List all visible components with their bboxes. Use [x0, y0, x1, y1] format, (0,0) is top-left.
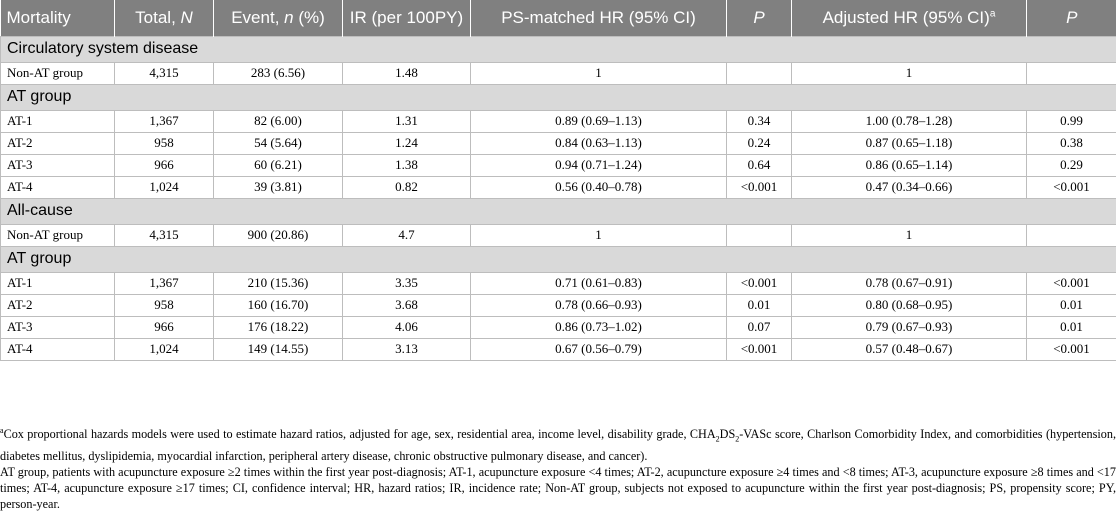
adjusted-hr-cell: 0.87 (0.65–1.18) [792, 132, 1027, 154]
total-cell: 4,315 [115, 224, 214, 246]
ps-hr-cell: 0.89 (0.69–1.13) [471, 110, 727, 132]
p-adjusted-cell: 0.01 [1027, 316, 1116, 338]
event-cell: 39 (3.81) [214, 176, 343, 198]
ps-hr-cell: 0.78 (0.66–0.93) [471, 294, 727, 316]
table-row [1, 316, 1116, 338]
event-cell: 82 (6.00) [214, 110, 343, 132]
section-header-row [1, 36, 1116, 62]
group-cell: AT-3 [1, 316, 115, 338]
ps-hr-cell: 0.56 (0.40–0.78) [471, 176, 727, 198]
ps-hr-cell: 1 [471, 224, 727, 246]
section-title: Circulatory system disease [1, 36, 1116, 62]
total-cell: 958 [115, 132, 214, 154]
table-body [1, 36, 1116, 360]
p-ps-cell: 0.07 [727, 316, 792, 338]
event-cell: 210 (15.36) [214, 272, 343, 294]
event-cell: 900 (20.86) [214, 224, 343, 246]
table-row [1, 272, 1116, 294]
total-cell: 966 [115, 154, 214, 176]
ir-cell: 3.35 [343, 272, 471, 294]
section-header-row [1, 198, 1116, 224]
event-cell: 60 (6.21) [214, 154, 343, 176]
event-cell: 149 (14.55) [214, 338, 343, 360]
group-cell: AT-4 [1, 338, 115, 360]
table-row [1, 176, 1116, 198]
header-mortality: Mortality [1, 0, 115, 36]
p-ps-cell: 0.64 [727, 154, 792, 176]
group-cell: AT-2 [1, 294, 115, 316]
group-cell: Non-AT group [1, 62, 115, 84]
p-ps-cell: 0.01 [727, 294, 792, 316]
adjusted-hr-cell: 1.00 (0.78–1.28) [792, 110, 1027, 132]
group-cell: AT-2 [1, 132, 115, 154]
ir-cell: 1.24 [343, 132, 471, 154]
ps-hr-cell: 0.86 (0.73–1.02) [471, 316, 727, 338]
reference-row [1, 224, 1116, 246]
total-cell: 1,367 [115, 110, 214, 132]
footnote-a: $^a$Cox proportional hazards models were used to estimate hazard ratios, adjusted for age, sex, residential area, income level, disability grade, $CHA_2DS_2$-VASc score, Charlson Comorbidity Index, and comorbidities (hypertension, diabetes mellitus, dyslipidemia, myocardial infarction, peripheral artery disease, chronic obstructive pulmonary disease, and cancer). [0, 426, 1116, 463]
group-cell: AT-3 [1, 154, 115, 176]
p-ps-cell [727, 62, 792, 84]
ps-hr-cell: 1 [471, 62, 727, 84]
p-adjusted-cell [1027, 62, 1116, 84]
p-ps-cell [727, 224, 792, 246]
header-ir: IR (per 100PY) [343, 0, 471, 36]
ir-cell: 0.82 [343, 176, 471, 198]
adjusted-hr-cell: 0.79 (0.67–0.93) [792, 316, 1027, 338]
section-header-row [1, 84, 1116, 110]
footnote-abbreviations: AT group, patients with acupuncture exposure ≥2 times within the first year post-diagnosis; AT-1, acupuncture exposure <4 times; AT-2, acupuncture exposure ≥4 times and <8 times; AT-3, acupuncture exposure ≥8 times and <17 times; AT-4, acupuncture exposure ≥17 times; CI, confidence interval; HR, hazard ratios; IR, incidence rate; Non-AT group, subjects not exposed to acupuncture within the first year post-diagnosis; PS, propensity score; PY, person-year. [0, 464, 1116, 511]
adjusted-hr-cell: 0.57 (0.48–0.67) [792, 338, 1027, 360]
ir-cell: 1.38 [343, 154, 471, 176]
adjusted-hr-cell: 0.80 (0.68–0.95) [792, 294, 1027, 316]
p-adjusted-cell: <0.001 [1027, 272, 1116, 294]
ir-cell: 3.13 [343, 338, 471, 360]
total-cell: 1,024 [115, 176, 214, 198]
header-p-ps: P [727, 0, 792, 36]
table-row [1, 154, 1116, 176]
group-cell: Non-AT group [1, 224, 115, 246]
ir-cell: 1.48 [343, 62, 471, 84]
p-ps-cell: <0.001 [727, 338, 792, 360]
adjusted-hr-cell: 1 [792, 62, 1027, 84]
group-cell: AT-1 [1, 110, 115, 132]
reference-row [1, 62, 1116, 84]
p-adjusted-cell: 0.01 [1027, 294, 1116, 316]
header-p-adjusted: P [1027, 0, 1116, 36]
total-cell: 4,315 [115, 62, 214, 84]
ir-cell: 3.68 [343, 294, 471, 316]
total-cell: 958 [115, 294, 214, 316]
group-cell: AT-1 [1, 272, 115, 294]
total-cell: 1,367 [115, 272, 214, 294]
p-adjusted-cell: 0.38 [1027, 132, 1116, 154]
ps-hr-cell: 0.67 (0.56–0.79) [471, 338, 727, 360]
table-row [1, 338, 1116, 360]
adjusted-hr-cell: 0.86 (0.65–1.14) [792, 154, 1027, 176]
table-header-row [1, 0, 1116, 36]
p-adjusted-cell: <0.001 [1027, 176, 1116, 198]
table-row [1, 132, 1116, 154]
p-adjusted-cell: 0.29 [1027, 154, 1116, 176]
header-adjusted-hr: Adjusted HR (95% CI)$^a$ [792, 0, 1027, 36]
group-cell: AT-4 [1, 176, 115, 198]
section-title: AT group [1, 84, 1116, 110]
adjusted-hr-cell: 0.47 (0.34–0.66) [792, 176, 1027, 198]
ir-cell: 4.06 [343, 316, 471, 338]
ir-cell: 1.31 [343, 110, 471, 132]
event-cell: 160 (16.70) [214, 294, 343, 316]
ps-hr-cell: 0.94 (0.71–1.24) [471, 154, 727, 176]
p-adjusted-cell: 0.99 [1027, 110, 1116, 132]
ps-hr-cell: 0.84 (0.63–1.13) [471, 132, 727, 154]
section-title: AT group [1, 246, 1116, 272]
p-ps-cell: <0.001 [727, 272, 792, 294]
event-cell: 54 (5.64) [214, 132, 343, 154]
p-ps-cell: 0.24 [727, 132, 792, 154]
p-adjusted-cell: <0.001 [1027, 338, 1116, 360]
section-header-row [1, 246, 1116, 272]
event-cell: 176 (18.22) [214, 316, 343, 338]
table-row [1, 294, 1116, 316]
header-event: Event, n (%) [214, 0, 343, 36]
header-total: Total, N [115, 0, 214, 36]
section-title: All-cause [1, 198, 1116, 224]
adjusted-hr-cell: 1 [792, 224, 1027, 246]
adjusted-hr-cell: 0.78 (0.67–0.91) [792, 272, 1027, 294]
header-ps-hr: PS-matched HR (95% CI) [471, 0, 727, 36]
p-ps-cell: 0.34 [727, 110, 792, 132]
table-footnotes [0, 423, 1116, 512]
total-cell: 966 [115, 316, 214, 338]
total-cell: 1,024 [115, 338, 214, 360]
event-cell: 283 (6.56) [214, 62, 343, 84]
p-ps-cell: <0.001 [727, 176, 792, 198]
table-row [1, 110, 1116, 132]
ps-hr-cell: 0.71 (0.61–0.83) [471, 272, 727, 294]
ir-cell: 4.7 [343, 224, 471, 246]
p-adjusted-cell [1027, 224, 1116, 246]
